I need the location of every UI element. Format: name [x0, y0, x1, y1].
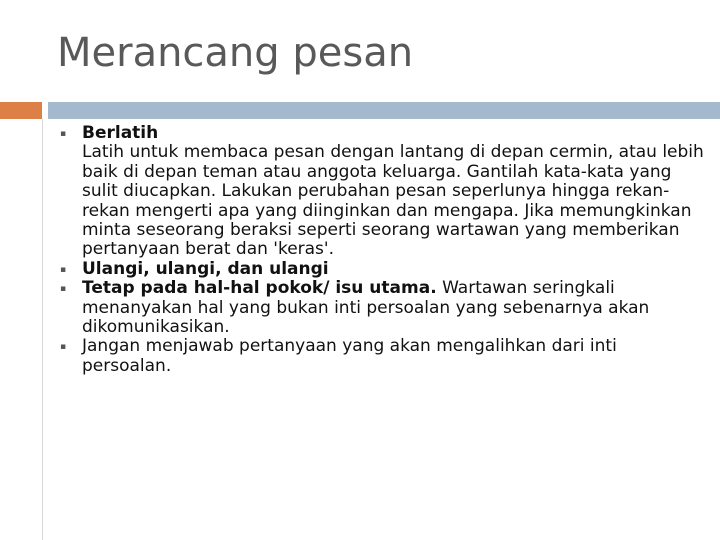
bullet-list: [60, 124, 710, 376]
item-heading: Tetap pada hal-hal pokok/ isu utama.: [82, 278, 437, 299]
item-heading: Berlatih: [82, 123, 159, 143]
item-text: Wartawan seringkali menanyakan hal yang bukan inti persoalan yang sebenarnya akan dikomunikasikan.: [82, 278, 650, 338]
list-item: [60, 260, 710, 279]
list-item: [60, 124, 710, 260]
bullet-icon: ▪: [60, 129, 67, 139]
bullet-icon: ▪: [60, 342, 67, 353]
bullet-icon: ▪: [60, 284, 67, 295]
list-item: [60, 279, 710, 337]
slide-title: Merancang pesan: [57, 30, 414, 76]
bullet-icon: ▪: [60, 264, 67, 275]
list-item: [60, 337, 710, 376]
item-heading: Ulangi, ulangi, dan ulangi: [82, 258, 329, 279]
divider-line: [42, 119, 43, 540]
header-bar: [48, 102, 720, 119]
item-text: Jangan menjawab pertanyaan yang akan mengalihkan dari inti persoalan.: [82, 336, 617, 376]
accent-bar: [0, 102, 42, 119]
item-text: Latih untuk membaca pesan dengan lantang di depan cermin, atau lebih baik di depan teman atau anggota keluarga. Gantilah kata-kata yang sulit diucapkan. Lakukan perubahan pesan seperlunya hingga rekan-rekan mengerti apa yang diinginkan dan mengapa. Jika memungkinkan minta seseorang beraksi seperti seorang wartawan yang memberikan pertanyaan berat dan 'keras'.: [82, 142, 704, 260]
